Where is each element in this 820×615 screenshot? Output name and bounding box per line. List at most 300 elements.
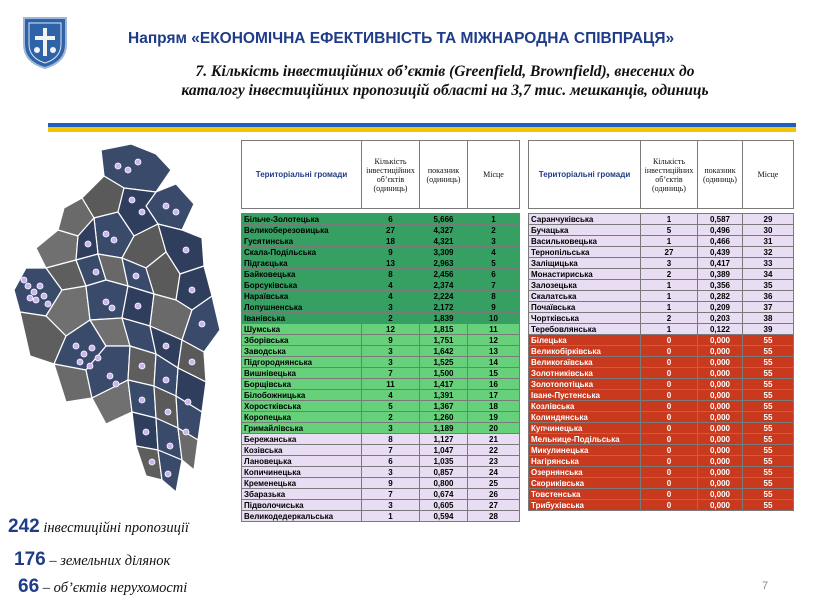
hromada-name-cell: Золотопотіцька [529, 379, 641, 390]
indicator-value-cell: 1,189 [420, 423, 468, 434]
place-cell: 17 [468, 390, 520, 401]
stat-number: 66 [18, 576, 40, 597]
header-place: Місце [743, 141, 794, 209]
place-cell: 27 [468, 500, 520, 511]
place-cell: 20 [468, 423, 520, 434]
object-count-cell: 2 [362, 412, 420, 423]
indicator-value-cell: 0,000 [698, 500, 743, 511]
place-cell: 36 [743, 291, 794, 302]
indicator-value-cell: 0,000 [698, 357, 743, 368]
object-count-cell: 0 [641, 346, 698, 357]
table-row [242, 269, 520, 280]
hromada-name-cell: Нараївська [242, 291, 362, 302]
hromada-name-cell: Більче-Золотецька [242, 214, 362, 225]
hromada-name-cell: Васильковецька [529, 236, 641, 247]
table-row [242, 445, 520, 456]
indicator-value-cell: 0,203 [698, 313, 743, 324]
slide-subtitle [100, 62, 790, 100]
stat-real-estate-objects [18, 576, 187, 598]
object-count-cell: 0 [641, 434, 698, 445]
place-cell: 55 [743, 445, 794, 456]
object-count-cell: 1 [641, 214, 698, 225]
place-cell: 18 [468, 401, 520, 412]
table-row [242, 456, 520, 467]
indicator-value-cell: 1,260 [420, 412, 468, 423]
hromada-name-cell: Збаразька [242, 489, 362, 500]
indicator-value-cell: 1,035 [420, 456, 468, 467]
indicator-value-cell: 0,000 [698, 368, 743, 379]
place-cell: 12 [468, 335, 520, 346]
hromada-name-cell: Підволочиська [242, 500, 362, 511]
place-cell: 34 [743, 269, 794, 280]
table-row [529, 313, 794, 324]
indicator-value-cell: 1,500 [420, 368, 468, 379]
hromada-name-cell: Білецька [529, 335, 641, 346]
indicator-value-cell: 0,000 [698, 401, 743, 412]
object-count-cell: 0 [641, 368, 698, 379]
place-cell: 55 [743, 379, 794, 390]
object-count-cell: 8 [362, 269, 420, 280]
place-cell: 15 [468, 368, 520, 379]
indicator-value-cell: 0,594 [420, 511, 468, 522]
object-count-cell: 0 [641, 445, 698, 456]
indicator-value-cell: 2,456 [420, 269, 468, 280]
indicator-value-cell: 0,000 [698, 456, 743, 467]
indicator-value-cell: 0,496 [698, 225, 743, 236]
place-cell: 55 [743, 346, 794, 357]
hromada-name-cell: Тернопільська [529, 247, 641, 258]
object-count-cell: 0 [641, 489, 698, 500]
indicator-value-cell: 2,172 [420, 302, 468, 313]
place-cell: 24 [468, 467, 520, 478]
indicator-value-cell: 1,751 [420, 335, 468, 346]
object-count-cell: 27 [641, 247, 698, 258]
table-row [242, 478, 520, 489]
place-cell: 1 [468, 214, 520, 225]
table-row [529, 357, 794, 368]
hromada-name-cell: Заводська [242, 346, 362, 357]
table-row [529, 291, 794, 302]
hromada-name-cell: Великобірківська [529, 346, 641, 357]
place-cell: 55 [743, 368, 794, 379]
place-cell: 22 [468, 445, 520, 456]
table-row [242, 489, 520, 500]
indicator-value-cell: 0,000 [698, 467, 743, 478]
hromada-name-cell: Мельнице-Подільська [529, 434, 641, 445]
object-count-cell: 0 [641, 467, 698, 478]
object-count-cell: 1 [641, 291, 698, 302]
object-count-cell: 3 [362, 467, 420, 478]
table-row [529, 236, 794, 247]
place-cell: 26 [468, 489, 520, 500]
place-cell: 55 [743, 478, 794, 489]
indicator-value-cell: 0,000 [698, 379, 743, 390]
object-count-cell: 9 [362, 247, 420, 258]
object-count-cell: 0 [641, 379, 698, 390]
subtitle-line-2: каталогу інвестиційних пропозицій області на 3,7 тис. мешканців, одиниць [181, 82, 709, 99]
indicator-value-cell: 0,000 [698, 478, 743, 489]
page-number: 7 [762, 580, 769, 592]
hromada-name-cell: Іване-Пустенська [529, 390, 641, 401]
flag-stripe-yellow [48, 127, 796, 132]
hromada-name-cell: Байковецька [242, 269, 362, 280]
table-row [529, 269, 794, 280]
hromada-name-cell: Підгороднянська [242, 357, 362, 368]
object-count-cell: 3 [362, 357, 420, 368]
object-count-cell: 1 [641, 280, 698, 291]
place-cell: 16 [468, 379, 520, 390]
table-row [529, 258, 794, 269]
object-count-cell: 12 [362, 324, 420, 335]
table-row [529, 456, 794, 467]
place-cell: 55 [743, 401, 794, 412]
object-count-cell: 5 [362, 401, 420, 412]
hromada-name-cell: Трибухівська [529, 500, 641, 511]
table-row [529, 280, 794, 291]
hromada-name-cell: Козівська [242, 445, 362, 456]
table-row [529, 368, 794, 379]
table-row [242, 236, 520, 247]
table-row [242, 412, 520, 423]
object-count-cell: 7 [362, 368, 420, 379]
object-count-cell: 2 [362, 313, 420, 324]
indicator-value-cell: 1,127 [420, 434, 468, 445]
place-cell: 5 [468, 258, 520, 269]
indicator-value-cell: 0,000 [698, 423, 743, 434]
direction-heading: Напрям «ЕКОНОМІЧНА ЕФЕКТИВНІСТЬ ТА МІЖНАРОДНА СПІВПРАЦЯ» [128, 30, 675, 47]
indicator-value-cell: 1,047 [420, 445, 468, 456]
table-row [529, 423, 794, 434]
object-count-cell: 1 [641, 236, 698, 247]
hromada-name-cell: Лопушненська [242, 302, 362, 313]
object-count-cell: 2 [641, 313, 698, 324]
place-cell: 55 [743, 390, 794, 401]
hromada-name-cell: Копичинецька [242, 467, 362, 478]
indicator-value-cell: 1,642 [420, 346, 468, 357]
place-cell: 14 [468, 357, 520, 368]
header-place: Місце [468, 141, 520, 209]
place-cell: 19 [468, 412, 520, 423]
hromada-name-cell: Саранчуківська [529, 214, 641, 225]
indicator-value-cell: 0,000 [698, 412, 743, 423]
place-cell: 55 [743, 456, 794, 467]
hromada-name-cell: Нагірянська [529, 456, 641, 467]
ranking-table-left-body [242, 214, 520, 522]
indicator-value-cell: 0,000 [698, 489, 743, 500]
place-cell: 55 [743, 467, 794, 478]
table-row [242, 302, 520, 313]
object-count-cell: 3 [641, 258, 698, 269]
place-cell: 23 [468, 456, 520, 467]
table-row [242, 313, 520, 324]
hromada-name-cell: Вишнівецька [242, 368, 362, 379]
indicator-value-cell: 2,374 [420, 280, 468, 291]
place-cell: 2 [468, 225, 520, 236]
table-row [242, 390, 520, 401]
hromada-name-cell: Микулинецька [529, 445, 641, 456]
hromada-name-cell: Зборівська [242, 335, 362, 346]
hromada-name-cell: Чортківська [529, 313, 641, 324]
place-cell: 55 [743, 335, 794, 346]
place-cell: 21 [468, 434, 520, 445]
indicator-value-cell: 2,224 [420, 291, 468, 302]
table-row [242, 291, 520, 302]
indicator-value-cell: 0,857 [420, 467, 468, 478]
table-row [242, 467, 520, 478]
table-row [529, 302, 794, 313]
table-row [529, 335, 794, 346]
object-count-cell: 11 [362, 379, 420, 390]
region-map [6, 140, 228, 510]
object-count-cell: 4 [362, 390, 420, 401]
stat-label: інвестиційні пропозиції [43, 520, 189, 536]
place-cell: 32 [743, 247, 794, 258]
object-count-cell: 9 [362, 478, 420, 489]
place-cell: 3 [468, 236, 520, 247]
place-cell: 9 [468, 302, 520, 313]
place-cell: 55 [743, 357, 794, 368]
place-cell: 37 [743, 302, 794, 313]
indicator-value-cell: 1,417 [420, 379, 468, 390]
indicator-value-cell: 0,000 [698, 335, 743, 346]
hromada-name-cell: Залозецька [529, 280, 641, 291]
hromada-name-cell: Озернянська [529, 467, 641, 478]
hromada-name-cell: Великоберезовицька [242, 225, 362, 236]
table-row [529, 412, 794, 423]
object-count-cell: 9 [362, 335, 420, 346]
indicator-value-cell: 1,525 [420, 357, 468, 368]
object-count-cell: 27 [362, 225, 420, 236]
indicator-value-cell: 5,666 [420, 214, 468, 225]
indicator-value-cell: 0,800 [420, 478, 468, 489]
object-count-cell: 0 [641, 390, 698, 401]
object-count-cell: 1 [362, 511, 420, 522]
region-coat-of-arms-icon [20, 14, 70, 70]
table-row [242, 335, 520, 346]
indicator-value-cell: 0,000 [698, 346, 743, 357]
table-row [529, 478, 794, 489]
hromada-name-cell: Кременецька [242, 478, 362, 489]
object-count-cell: 7 [362, 489, 420, 500]
object-count-cell: 2 [641, 269, 698, 280]
indicator-value-cell: 4,327 [420, 225, 468, 236]
hromada-name-cell: Підгаєцька [242, 258, 362, 269]
indicator-value-cell: 1,391 [420, 390, 468, 401]
place-cell: 25 [468, 478, 520, 489]
stat-label: – земельних ділянок [49, 553, 171, 569]
place-cell: 10 [468, 313, 520, 324]
place-cell: 33 [743, 258, 794, 269]
object-count-cell: 3 [362, 346, 420, 357]
header-indicator: показник (одиниць) [698, 141, 743, 209]
object-count-cell: 0 [641, 357, 698, 368]
hromada-name-cell: Великогаївська [529, 357, 641, 368]
ranking-table-right [528, 140, 794, 511]
hromada-name-cell: Товстенська [529, 489, 641, 500]
hromada-name-cell: Великодедеркальська [242, 511, 362, 522]
indicator-value-cell: 0,466 [698, 236, 743, 247]
place-cell: 55 [743, 412, 794, 423]
hromada-name-cell: Гримайлівська [242, 423, 362, 434]
indicator-value-cell: 0,000 [698, 390, 743, 401]
place-cell: 31 [743, 236, 794, 247]
object-count-cell: 4 [362, 291, 420, 302]
table-row [529, 434, 794, 445]
hromada-name-cell: Золотниківська [529, 368, 641, 379]
indicator-value-cell: 2,963 [420, 258, 468, 269]
place-cell: 13 [468, 346, 520, 357]
object-count-cell: 1 [641, 302, 698, 313]
hromada-name-cell: Борщівська [242, 379, 362, 390]
table-row [242, 511, 520, 522]
header-indicator: показник (одиниць) [420, 141, 468, 209]
table-row [529, 324, 794, 335]
header-count: Кількість інвестиційних об’єктів (одиниць) [362, 141, 420, 209]
indicator-value-cell: 1,815 [420, 324, 468, 335]
place-cell: 30 [743, 225, 794, 236]
object-count-cell: 8 [362, 434, 420, 445]
indicator-value-cell: 0,587 [698, 214, 743, 225]
hromada-name-cell: Колиндянська [529, 412, 641, 423]
indicator-value-cell: 0,356 [698, 280, 743, 291]
hromada-name-cell: Скалатська [529, 291, 641, 302]
stat-number: 242 [8, 516, 40, 537]
table-row [529, 401, 794, 412]
hromada-name-cell: Теребовлянська [529, 324, 641, 335]
table-row [242, 357, 520, 368]
stat-number: 176 [14, 549, 46, 570]
object-count-cell: 18 [362, 236, 420, 247]
table-row [242, 258, 520, 269]
table-row [242, 368, 520, 379]
place-cell: 55 [743, 423, 794, 434]
map-hromadas [14, 144, 220, 492]
table-row [242, 346, 520, 357]
object-count-cell: 6 [362, 456, 420, 467]
indicator-value-cell: 0,605 [420, 500, 468, 511]
table-row [242, 280, 520, 291]
ranking-table-right-body [529, 214, 794, 511]
object-count-cell: 5 [641, 225, 698, 236]
indicator-value-cell: 0,417 [698, 258, 743, 269]
hromada-name-cell: Іванівська [242, 313, 362, 324]
indicator-value-cell: 0,282 [698, 291, 743, 302]
hromada-name-cell: Почаївська [529, 302, 641, 313]
table-row [529, 467, 794, 478]
hromada-name-cell: Гусятинська [242, 236, 362, 247]
hromada-name-cell: Заліщицька [529, 258, 641, 269]
hromada-name-cell: Борсуківська [242, 280, 362, 291]
stat-land-plots [14, 549, 170, 571]
place-cell: 55 [743, 489, 794, 500]
hromada-name-cell: Бучацька [529, 225, 641, 236]
place-cell: 38 [743, 313, 794, 324]
object-count-cell: 3 [362, 302, 420, 313]
object-count-cell: 13 [362, 258, 420, 269]
indicator-value-cell: 0,000 [698, 434, 743, 445]
object-count-cell: 1 [641, 324, 698, 335]
indicator-value-cell: 4,321 [420, 236, 468, 247]
table-row [242, 225, 520, 236]
place-cell: 7 [468, 280, 520, 291]
place-cell: 6 [468, 269, 520, 280]
object-count-cell: 7 [362, 445, 420, 456]
object-count-cell: 0 [641, 478, 698, 489]
place-cell: 35 [743, 280, 794, 291]
table-row [529, 379, 794, 390]
hromada-name-cell: Шумська [242, 324, 362, 335]
header-hromadas: Територіальні громади [242, 141, 362, 209]
place-cell: 11 [468, 324, 520, 335]
object-count-cell: 4 [362, 280, 420, 291]
header-hromadas: Територіальні громади [529, 141, 641, 209]
place-cell: 28 [468, 511, 520, 522]
object-count-cell: 0 [641, 456, 698, 467]
table-row [242, 379, 520, 390]
table-row [242, 500, 520, 511]
hromada-name-cell: Скала-Подільська [242, 247, 362, 258]
subtitle-line-1: 7. Кількість інвестиційних об’єктів (Greenfield, Brownfield), внесених до [195, 63, 695, 80]
header-count: Кількість інвестиційних об’єктів (одиниць) [641, 141, 698, 209]
table-row [242, 324, 520, 335]
table-row [242, 401, 520, 412]
table-row [529, 489, 794, 500]
table-row [529, 445, 794, 456]
indicator-value-cell: 1,367 [420, 401, 468, 412]
stat-label: – об’єктів нерухомості [42, 580, 188, 596]
table-row [242, 214, 520, 225]
indicator-value-cell: 0,389 [698, 269, 743, 280]
hromada-name-cell: Хоростківська [242, 401, 362, 412]
object-count-cell: 0 [641, 500, 698, 511]
table-row [529, 346, 794, 357]
table-row [529, 390, 794, 401]
hromada-name-cell: Коропецька [242, 412, 362, 423]
object-count-cell: 0 [641, 412, 698, 423]
table-row [529, 500, 794, 511]
place-cell: 4 [468, 247, 520, 258]
object-count-cell: 3 [362, 423, 420, 434]
indicator-value-cell: 0,439 [698, 247, 743, 258]
place-cell: 29 [743, 214, 794, 225]
object-count-cell: 0 [641, 335, 698, 346]
place-cell: 39 [743, 324, 794, 335]
indicator-value-cell: 1,839 [420, 313, 468, 324]
object-count-cell: 3 [362, 500, 420, 511]
hromada-name-cell: Бережанська [242, 434, 362, 445]
ranking-table-left [241, 140, 520, 522]
indicator-value-cell: 0,122 [698, 324, 743, 335]
table-row [529, 247, 794, 258]
indicator-value-cell: 3,309 [420, 247, 468, 258]
stat-investment-proposals [8, 516, 189, 538]
table-row [242, 423, 520, 434]
table-row [242, 434, 520, 445]
hromada-name-cell: Скориківська [529, 478, 641, 489]
table-row [242, 247, 520, 258]
object-count-cell: 0 [641, 423, 698, 434]
object-count-cell: 0 [641, 401, 698, 412]
hromada-name-cell: Козлівська [529, 401, 641, 412]
hromada-name-cell: Білобожницька [242, 390, 362, 401]
hromada-name-cell: Монастириська [529, 269, 641, 280]
table-row [529, 225, 794, 236]
table-row [529, 214, 794, 225]
indicator-value-cell: 0,000 [698, 445, 743, 456]
place-cell: 55 [743, 500, 794, 511]
indicator-value-cell: 0,674 [420, 489, 468, 500]
hromada-name-cell: Купчинецька [529, 423, 641, 434]
